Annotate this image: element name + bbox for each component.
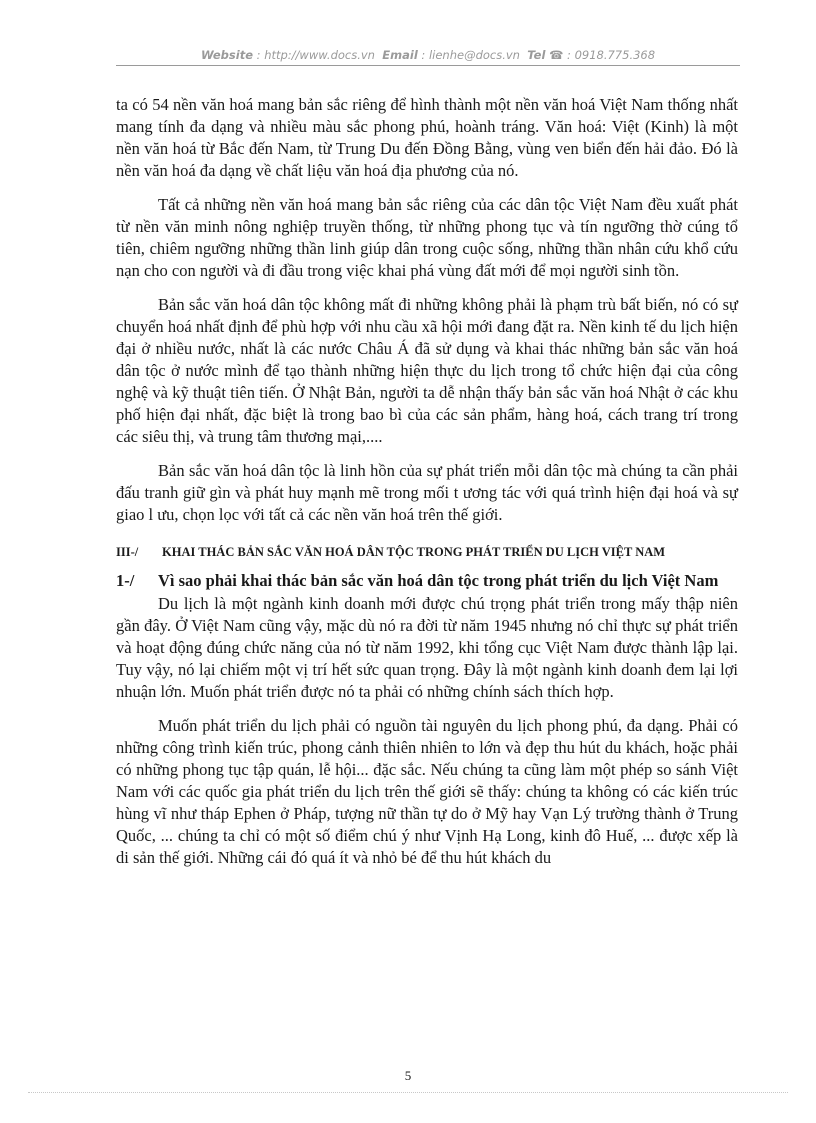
header-divider bbox=[116, 65, 740, 66]
subsection-number: 1-/ bbox=[116, 571, 135, 590]
subsection-heading bbox=[116, 572, 738, 589]
tel-label: Tel bbox=[527, 48, 546, 62]
section-heading bbox=[116, 546, 738, 558]
tel-value: ☎ : 0918.775.368 bbox=[549, 48, 656, 62]
document-body bbox=[116, 94, 738, 881]
paragraph: Bản sắc văn hoá dân tộc không mất đi những không phải là phạm trù bất biến, nó có sự chuyển hoá nhất định để phù hợp với nhu cầu xã hội mới đang đặt ra. Nền kinh tế du lịch hiện đại ở nhiều nước, nhất là các nước Châu Á đã sử dụng và khai thác những bản sắc văn hoá dân tộc ở nước mình để tạo thành những hiện thực du lịch trong tổ chức hiện đại của công nghệ và kỹ thuật tiên tiến. Ở Nhật Bản, người ta dễ nhận thấy bản sắc văn hoá Nhật ở các khu phố hiện đại nhất, đặc biệt là trong bao bì của các sản phẩm, hàng hoá, cách trang trí trong các siêu thị, và trung tâm thương mại,.... bbox=[116, 295, 738, 446]
paragraph-continuation: ta có 54 nền văn hoá mang bản sắc riêng để hình thành một nền văn hoá Việt Nam thống nhất mang tính đa dạng và nhiều màu sắc phong phú, hoành tráng. Văn hoá: Việt (Kinh) là một nền văn hoá từ Bắc đến Nam, từ Trung Du đến Đồng Bằng, vùng ven biển đến hải đảo. Đó là nền văn hoá đa dạng về chất liệu văn hoá địa phương của nó. bbox=[116, 95, 738, 180]
footer-divider bbox=[28, 1092, 788, 1093]
section-number: III-/ bbox=[116, 545, 139, 559]
subsection-title: Vì sao phải khai thác bản sắc văn hoá dân tộc trong phát triển du lịch Việt Nam bbox=[158, 571, 719, 590]
email-value: : lienhe@docs.vn bbox=[421, 48, 520, 62]
page-number: 5 bbox=[404, 1068, 412, 1083]
paragraph: Muốn phát triển du lịch phải có nguồn tài nguyên du lịch phong phú, đa dạng. Phải có những công trình kiến trúc, phong cảnh thiên nhiên to lớn và đẹp thu hút du khách, hoặc phải có những phong tục tập quán, lễ hội... đặc sắc. Nếu chúng ta cũng làm một phép so sánh Việt Nam với các quốc gia phát triển du lịch trên thế giới sẽ thấy: chúng ta không có các kiến trúc hùng vĩ như tháp Ephen ở Pháp, tượng nữ thần tự do ở Mỹ hay Vạn Lý trường thành ở Trung Quốc, ... chúng ta chỉ có một số điểm chú ý như Vịnh Hạ Long, kinh đô Huế, ... được xếp là di sản thế giới. Những cái đó quá ít và nhỏ bé để thu hút khách du bbox=[116, 716, 738, 867]
paragraph: Bản sắc văn hoá dân tộc là linh hồn của sự phát triển mỗi dân tộc mà chúng ta cần phải đấu tranh giữ gìn và phát huy mạnh mẽ trong mối t ương tác với quá trình hiện đại hoá và sự giao l ưu, chọn lọc với tất cả các nền văn hoá trên thế giới. bbox=[116, 461, 738, 524]
paragraph: Tất cả những nền văn hoá mang bản sắc riêng của các dân tộc Việt Nam đều xuất phát từ nền văn minh nông nghiệp truyền thống, từ những phong tục và tín ngưỡng thờ cúng tổ tiên, chiêm ngưỡng những thần linh giúp dân trong cuộc sống, những thần nhân cứu khổ cứu nạn cho con người và đi đầu trong việc khai phá vùng đất mới để mọi người sinh tồn. bbox=[116, 195, 738, 280]
website-label: Website bbox=[200, 48, 254, 62]
website-value: : http://www.docs.vn bbox=[256, 48, 375, 62]
page-header bbox=[116, 48, 740, 62]
email-label: Email bbox=[382, 48, 418, 62]
paragraph: Du lịch là một ngành kinh doanh mới được chú trọng phát triển trong mấy thập niên gần đây. Ở Việt Nam cũng vậy, mặc dù nó ra đời từ năm 1945 nhưng nó chỉ thực sự phát triển và hoạt động đúng chức năng của nó từ năm 1992, khi tổng cục Việt Nam được thành lập lại. Tuy vậy, nó lại chiếm một vị trí hết sức quan trọng. Đây là một ngành kinh doanh đem lại lợi nhuận lớn. Muốn phát triển được nó ta phải có những chính sách thích hợp. bbox=[116, 594, 738, 701]
section-title: KHAI THÁC BẢN SẮC VĂN HOÁ DÂN TỘC TRONG PHÁT TRIỂN DU LỊCH VIỆT NAM bbox=[162, 545, 666, 559]
